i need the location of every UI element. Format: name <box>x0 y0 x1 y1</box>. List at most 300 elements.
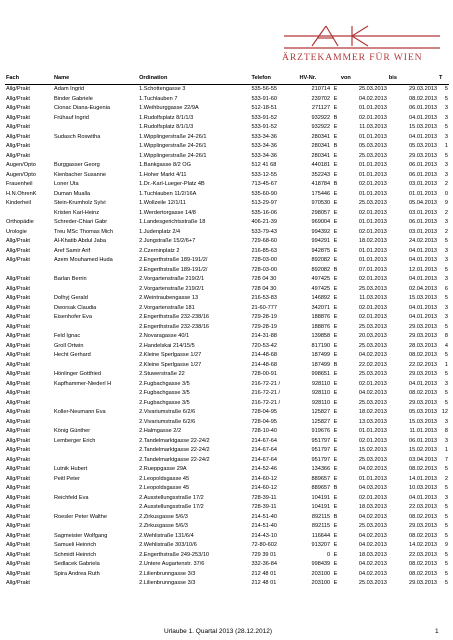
cell-fach: Frauenheil <box>6 181 33 187</box>
cell-tage: 5 <box>444 580 448 586</box>
table-row <box>5 484 449 494</box>
cell-tage: 2 <box>444 228 448 235</box>
cell-von: 02.01.2013 <box>358 114 387 121</box>
cell-ordination: 1.Schottengasse 3 <box>139 86 186 92</box>
cell-tage: 3 <box>444 114 448 121</box>
cell-fach: Allg/Prakt <box>6 409 30 415</box>
cell-telefon: 214-60-12 <box>251 475 277 482</box>
cell-tage: 3 <box>444 105 448 111</box>
table-row <box>5 494 449 504</box>
cell-hv-nr: 932922 <box>311 114 331 121</box>
cell-telefon: 533-34-36 <box>251 133 277 140</box>
cell-telefon: 21-60-777 <box>251 304 277 311</box>
cell-name <box>53 522 138 532</box>
table-row <box>5 560 449 570</box>
table-row <box>5 465 449 475</box>
cell-tage: 5 <box>444 513 448 520</box>
table-row <box>5 114 449 124</box>
table-row <box>5 199 449 209</box>
cell-tage: 5 <box>444 532 448 539</box>
cell-ordination: 1.Landesgerichtsstraße 18 <box>139 219 206 225</box>
cell-hv-nr: 440181 <box>311 162 331 168</box>
cell-hv-nr: 892082 <box>311 257 331 263</box>
cell-hv-type: B <box>333 114 338 121</box>
cell-bis: 29.03.2013 <box>409 371 438 377</box>
cell-von: 01.01.2013 <box>358 247 387 254</box>
table-row <box>5 247 449 257</box>
cell-von: 04.02.2013 <box>358 570 387 577</box>
cell-hv-nr: 280341 <box>311 133 331 140</box>
table-row <box>5 218 449 228</box>
cell-telefon: 728 04 30 <box>251 276 277 282</box>
cell-ordination: 1.Wollzeile 12/1/11 <box>139 200 186 206</box>
cell-hv-type: E <box>333 542 338 548</box>
cell-von: 25.03.2013 <box>358 523 387 529</box>
cell-name: Burggasser Georg <box>54 162 100 168</box>
cell-hv-type: E <box>333 133 338 140</box>
cell-name: Sedlacek Gabriela <box>54 561 100 567</box>
cell-von: 04.02.2013 <box>358 542 387 548</box>
cell-fach: Augen/Opto <box>6 162 36 168</box>
cell-fach: Allg/Prakt <box>6 333 30 339</box>
cell-ordination: 1.Werdertorgasse 14/8 <box>139 209 196 216</box>
cell-name: Reichfeld Eva <box>54 494 89 501</box>
cell-bis: 06.01.2013 <box>409 162 438 168</box>
cell-name: Peitl Peter <box>54 475 80 482</box>
table-row <box>5 294 449 304</box>
cell-von: 18.02.2013 <box>358 409 387 415</box>
cell-hv-nr: 998439 <box>311 561 331 567</box>
cell-telefon: 212 48 01 <box>251 570 277 577</box>
cell-hv-type: E <box>333 551 338 558</box>
cell-fach: Allg/Prakt <box>6 323 30 330</box>
cell-hv-nr: 892115 <box>311 513 331 520</box>
cell-ordination: 2.Jungstraße 15/2/6+7 <box>139 238 196 244</box>
cell-ordination: 2.Kleine Sperlgasse 1/27 <box>139 361 202 368</box>
cell-von: 02.01.2013 <box>358 209 387 216</box>
cell-bis: 12.01.2013 <box>409 266 438 273</box>
cell-name: Binder Gabriele <box>54 95 93 102</box>
cell-hv-nr: 994392 <box>311 228 331 235</box>
cell-ordination: 2.Vivariumstraße 6/2/6 <box>139 409 196 415</box>
cell-telefon: 533-91-60 <box>251 95 277 102</box>
cell-bis: 14.02.2013 <box>409 542 438 548</box>
cell-ordination: 2.Kleine Sperlgasse 1/27 <box>139 352 202 358</box>
cell-fach: Allg/Prakt <box>6 428 30 434</box>
cell-ordination: 2.Weintraubengasse 13 <box>139 295 199 301</box>
cell-hv-nr: 998651 <box>311 371 331 377</box>
cell-fach: Allg/Prakt <box>6 466 30 472</box>
cell-fach: Allg/Prakt <box>6 152 30 159</box>
cell-hv-type: E <box>333 276 338 282</box>
cell-fach: Allg/Prakt <box>6 257 30 263</box>
cell-name: Samueli Heinrich <box>54 542 97 548</box>
cell-fach: Allg/Prakt <box>6 238 30 244</box>
cell-hv-type: E <box>333 456 338 463</box>
cell-tage: 5 <box>444 570 448 577</box>
cell-hv-type: E <box>333 152 338 159</box>
cell-hv-nr: 187499 <box>311 361 331 368</box>
table-row <box>5 190 449 200</box>
cell-hv-type: E <box>333 561 338 567</box>
cell-von: 04.02.2013 <box>358 352 387 358</box>
table-row <box>5 133 449 143</box>
cell-von: 01.01.2013 <box>358 219 387 225</box>
cell-ordination: 2.Vorgartenstraße 181 <box>139 304 195 311</box>
cell-tage: 5 <box>444 466 448 472</box>
cell-tage: 9 <box>444 542 448 548</box>
cell-von: 18.02.2013 <box>358 238 387 244</box>
cell-ordination: 2.Leopoldsgasse 45 <box>139 485 190 491</box>
cell-name: Feld Ignac <box>54 333 81 339</box>
cell-tage: 3 <box>444 304 448 311</box>
cell-telefon: 729-28-19 <box>251 323 277 330</box>
table-row <box>5 95 449 105</box>
table-row <box>5 104 449 114</box>
vacation-table <box>5 74 449 589</box>
cell-hv-nr: 352243 <box>311 171 331 178</box>
table-row <box>5 513 449 523</box>
cell-hv-type: E <box>333 428 338 434</box>
column-header-name: Name <box>53 74 138 85</box>
cell-von: 04.03.2013 <box>358 485 387 491</box>
cell-tage: 3 <box>444 133 448 140</box>
cell-hv-nr: 497425 <box>311 285 331 292</box>
cell-bis: 06.01.2013 <box>409 219 438 225</box>
cell-von: 18.03.2013 <box>358 551 387 558</box>
cell-name <box>53 323 138 333</box>
table-row <box>5 570 449 580</box>
cell-von: 02.01.2013 <box>358 228 387 235</box>
cell-telefon: 728-00-91 <box>251 371 277 377</box>
cell-ordination: 2.Rueppgasse 29A <box>139 466 187 472</box>
cell-fach: Allg/Prakt <box>6 532 30 539</box>
cell-von: 02.01.2013 <box>358 494 387 501</box>
cell-hv-nr: 892115 <box>311 523 331 529</box>
cell-von: 01.01.2013 <box>358 162 387 168</box>
cell-bis: 22.03.2013 <box>409 551 438 558</box>
cell-hv-type: E <box>333 209 338 216</box>
cell-ordination: 1.Wipplingerstraße 24-26/1 <box>139 143 207 149</box>
cell-von: 22.02.2013 <box>358 361 387 368</box>
cell-ordination: 1.Tuchlauben 11/2/16A <box>139 190 197 197</box>
cell-telefon: 728-39-11 <box>251 494 277 501</box>
cell-fach: Allg/Prakt <box>6 352 30 358</box>
cell-hv-nr: 928110 <box>311 399 331 406</box>
cell-hv-type: E <box>333 418 338 425</box>
cell-hv-nr: 913207 <box>311 542 331 548</box>
cell-ordination: 2.Zirkusgasse 5/6/3 <box>139 523 188 529</box>
table-row <box>5 313 449 323</box>
cell-hv-type: E <box>333 314 338 320</box>
cell-von: 02.01.2013 <box>358 276 387 282</box>
cell-tage: 1 <box>444 143 448 149</box>
cell-hv-type: B <box>333 266 338 273</box>
cell-von: 02.01.2013 <box>358 437 387 444</box>
cell-telefon: 535-56-55 <box>251 86 277 92</box>
cell-tage: 5 <box>444 551 448 558</box>
table-row <box>5 85 449 95</box>
cell-hv-type: E <box>333 105 338 111</box>
cell-name: Schreder-Chiari Gabr <box>54 219 108 225</box>
cell-name: Groll Ortwin <box>54 342 84 349</box>
cell-von: 01.01.2013 <box>358 133 387 140</box>
cell-fach: Allg/Prakt <box>6 361 30 368</box>
cell-hv-nr: 817190 <box>311 342 331 349</box>
cell-ordination: 1.Wipplingerstraße 24-26/1 <box>139 133 207 140</box>
cell-telefon: 216-85-63 <box>251 247 277 254</box>
cell-telefon: 728 04 30 <box>251 285 277 292</box>
cell-name: Adam Ingrid <box>54 86 85 92</box>
cell-hv-nr: 951797 <box>311 456 331 463</box>
cell-hv-nr: 210714 <box>311 86 331 92</box>
cell-hv-nr: 280341 <box>311 152 331 159</box>
cell-hv-nr: 418784 <box>311 181 331 187</box>
cell-bis: 01.01.2013 <box>409 190 438 197</box>
cell-hv-nr: 951797 <box>311 447 331 453</box>
cell-hv-type: E <box>333 333 338 339</box>
cell-ordination: 2.Ausstellungsstraße 17/2 <box>139 504 204 510</box>
cell-hv-nr: 125827 <box>311 409 331 415</box>
cell-name <box>53 389 138 399</box>
cell-name <box>53 418 138 428</box>
cell-telefon: 214-67-64 <box>251 456 277 463</box>
cell-name <box>53 484 138 494</box>
cell-telefon: 533-91-52 <box>251 124 277 130</box>
cell-fach: Allg/Prakt <box>6 523 30 529</box>
cell-tage: 5 <box>444 86 448 92</box>
cell-ordination: 2.Vorgartenstraße 219/2/1 <box>139 285 205 292</box>
cell-hv-type: E <box>333 504 338 510</box>
table-row <box>5 180 449 190</box>
cell-bis: 04.01.2013 <box>409 304 438 311</box>
cell-name: Hönlinger Gottfried <box>54 371 101 377</box>
cell-bis: 29.03.2013 <box>409 86 438 92</box>
cell-hv-type: E <box>333 257 338 263</box>
cell-name: Kienbacher Susanne <box>54 171 106 178</box>
cell-bis: 22.03.2013 <box>409 504 438 510</box>
cell-bis: 06.01.2013 <box>409 105 438 111</box>
cell-bis: 14.01.2013 <box>409 475 438 482</box>
cell-fach: Allg/Prakt <box>6 418 30 425</box>
table-row <box>5 418 449 428</box>
cell-fach: Allg/Prakt <box>6 285 30 292</box>
cell-hv-nr: 928110 <box>311 380 331 387</box>
cell-tage: 5 <box>444 523 448 529</box>
cell-von: 25.03.2013 <box>358 285 387 292</box>
cell-bis: 08.02.2013 <box>409 95 438 102</box>
cell-name: Azem Mouhamed Huda <box>54 257 113 263</box>
cell-tage: 5 <box>444 295 448 301</box>
cell-hv-type: B <box>333 513 338 520</box>
cell-name <box>53 142 138 152</box>
cell-ordination: 1.Dr.-Karl-Lueger-Platz 4B <box>139 181 205 187</box>
cell-bis: 04.01.2013 <box>409 380 438 387</box>
cell-telefon: 214-67-64 <box>251 447 277 453</box>
table-row <box>5 532 449 542</box>
table-row <box>5 437 449 447</box>
cell-von: 04.02.2013 <box>358 561 387 567</box>
cell-ordination: 2.Engerthstraße 189-191/2/ <box>139 257 208 263</box>
table-row <box>5 503 449 513</box>
table-row <box>5 361 449 371</box>
cell-telefon: 728-04-95 <box>251 409 277 415</box>
cell-hv-type: E <box>333 228 338 235</box>
cell-bis: 29.03.2013 <box>409 152 438 159</box>
cell-tage: 3 <box>444 494 448 501</box>
cell-telefon: 533-34-36 <box>251 152 277 159</box>
cell-hv-nr: 188876 <box>311 314 331 320</box>
cell-bis: 03.01.2013 <box>409 181 438 187</box>
cell-von: 25.03.2013 <box>358 323 387 330</box>
cell-ordination: 2.Fugbachgasse 3/5 <box>139 380 190 387</box>
cell-tage: 5 <box>444 390 448 396</box>
cell-name <box>53 266 138 276</box>
table-row <box>5 161 449 171</box>
cell-tage: 5 <box>444 95 448 102</box>
cell-telefon: 513-29-97 <box>251 200 277 206</box>
cell-name <box>53 399 138 409</box>
cell-von: 25.03.2013 <box>358 399 387 406</box>
cell-hv-type: E <box>333 352 338 358</box>
cell-bis: 08.02.2013 <box>409 570 438 577</box>
cell-fach: Allg/Prakt <box>6 143 30 149</box>
table-row <box>5 237 449 247</box>
cell-fach: Allg/Prakt <box>6 504 30 510</box>
table-row <box>5 427 449 437</box>
cell-von: 25.03.2013 <box>358 342 387 349</box>
cell-hv-type: E <box>333 580 338 586</box>
cell-telefon: 72-80-602 <box>251 542 277 548</box>
cell-ordination: 2.Lilienbrunngasse 3/3 <box>139 570 196 577</box>
cell-ordination: 2.Tandelmarktgasse 22-24/2 <box>139 447 210 453</box>
cell-name: Dworsak Claudia <box>54 304 97 311</box>
cell-hv-nr: 104191 <box>311 494 331 501</box>
cell-hv-type: B <box>333 361 338 368</box>
cell-von: 11.03.2013 <box>359 124 387 130</box>
cell-hv-type: E <box>333 342 338 349</box>
cell-bis: 29.03.2013 <box>409 333 438 339</box>
cell-von: 01.01.2013 <box>358 475 387 482</box>
cell-tage: 5 <box>444 152 448 159</box>
cell-hv-nr: 942875 <box>311 247 331 254</box>
cell-fach: Allg/Prakt <box>6 561 30 567</box>
table-row <box>5 351 449 361</box>
cell-hv-nr: 889657 <box>311 475 331 482</box>
cell-ordination: 1.Weihburggasse 22/9A <box>139 105 199 111</box>
cell-tage: 9 <box>444 200 448 206</box>
cell-von: 20.03.2013 <box>358 333 387 339</box>
cell-fach: Allg/Prakt <box>6 542 30 548</box>
cell-fach: Allg/Prakt <box>6 86 30 92</box>
cell-bis: 06.01.2013 <box>409 437 438 444</box>
table-row <box>5 228 449 238</box>
cell-bis: 03.04.2013 <box>409 456 438 463</box>
cell-hv-type: E <box>333 124 338 130</box>
cell-bis: 05.03.2013 <box>409 409 438 415</box>
cell-ordination: 2.Zirkusgasse 5/6/3 <box>139 513 188 520</box>
cell-tage: 7 <box>444 456 448 463</box>
cell-hv-type: E <box>333 86 338 92</box>
cell-hv-nr: 116644 <box>311 532 331 539</box>
cell-tage: 3 <box>444 171 448 178</box>
cell-name: Kapfhammer-Niederl H <box>54 380 112 387</box>
cell-ordination: 2.Vorgartenstraße 219/2/1 <box>139 276 205 282</box>
cell-telefon: 214-31-88 <box>251 333 277 339</box>
cell-ordination: 2.Novaragasse 40/1 <box>139 333 190 339</box>
cell-tage: 6 <box>444 285 448 292</box>
cell-telefon: 214-52-46 <box>251 466 277 472</box>
cell-bis: 08.02.2013 <box>409 390 438 396</box>
cell-ordination: 2.Ausstellungsstraße 17/2 <box>139 494 204 501</box>
cell-hv-type: E <box>333 190 338 197</box>
cell-telefon: 713-45-67 <box>251 181 277 187</box>
cell-name <box>53 361 138 371</box>
cell-telefon: 214-43-10 <box>251 532 277 539</box>
cell-ordination: 2.Stuwerstraße 22 <box>139 371 185 377</box>
cell-hv-type: E <box>333 219 338 225</box>
cell-hv-nr: 889657 <box>311 485 331 491</box>
cell-hv-type: E <box>333 399 338 406</box>
cell-tage: 3 <box>444 314 448 320</box>
cell-fach: Allg/Prakt <box>6 570 30 577</box>
cell-telefon: 729-68-60 <box>251 238 277 244</box>
cell-bis: 02.04.2013 <box>409 285 438 292</box>
cell-bis: 08.02.2013 <box>409 352 438 358</box>
table-row <box>5 370 449 380</box>
cell-hv-type: B <box>333 181 338 187</box>
column-header-tage: T <box>438 74 449 85</box>
cell-hv-nr: 280341 <box>311 143 331 149</box>
cell-bis: 29.03.2013 <box>409 580 438 586</box>
cell-hv-type: E <box>333 285 338 292</box>
cell-name: Kristen Karl-Heinz <box>54 209 100 216</box>
cell-telefon: 533-12-55 <box>251 171 277 178</box>
cell-name: Schmidt Heinrich <box>54 551 97 558</box>
cell-ordination: 2.Wehlistraße 131/6/4 <box>139 532 194 539</box>
cell-hv-nr: 0 <box>327 551 331 558</box>
cell-hv-nr: 188876 <box>311 323 331 330</box>
cell-hv-nr: 203100 <box>311 570 331 577</box>
cell-bis: 15.03.2013 <box>409 295 438 301</box>
table-row <box>5 446 449 456</box>
column-header-telefon: Telefon <box>250 74 298 85</box>
cell-fach: Allg/Prakt <box>6 314 30 320</box>
cell-von: 04.02.2013 <box>358 390 387 396</box>
cell-fach: Allg/Prakt <box>6 380 30 387</box>
cell-fach: Allg/Prakt <box>6 399 30 406</box>
cell-ordination: 2.Wehlistraße 303/10/6 <box>139 542 197 548</box>
cell-bis: 15.02.2013 <box>409 447 438 453</box>
cell-ordination: 2.Engerthstraße 232-238/16 <box>139 314 210 320</box>
cell-tage: 2 <box>444 209 448 216</box>
cell-telefon: 214-67-64 <box>251 437 277 444</box>
cell-hv-nr: 928110 <box>311 390 331 396</box>
cell-tage: 4 <box>444 342 448 349</box>
cell-name <box>53 579 138 589</box>
cell-tage: 3 <box>444 219 448 225</box>
cell-name: Eisenhofer Eva <box>54 314 92 320</box>
cell-ordination: 1.Wipplingerstraße 24-26/1 <box>139 152 207 159</box>
table-row <box>5 475 449 485</box>
cell-bis: 29.03.2013 <box>409 399 438 406</box>
cell-name: Hecht Gerhard <box>54 352 91 358</box>
cell-hv-type: E <box>333 238 338 244</box>
cell-name: Roesler Peter Walthe <box>54 513 107 520</box>
table-row <box>5 266 449 276</box>
cell-tage: 5 <box>444 266 448 273</box>
cell-bis: 04.01.2013 <box>409 314 438 320</box>
